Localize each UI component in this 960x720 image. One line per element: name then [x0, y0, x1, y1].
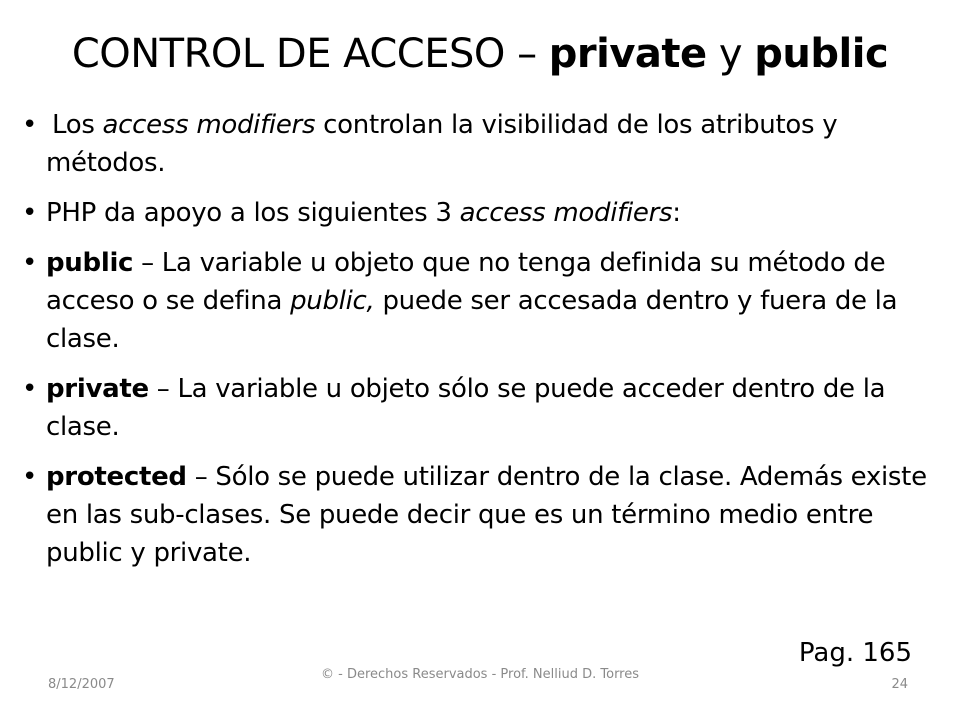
bullet-keyword: protected [46, 462, 187, 492]
title-text: CONTROL DE ACCESO – [71, 31, 549, 77]
footer-copyright: © - Derechos Reservados - Prof. Nelliud D. Torres [320, 667, 640, 682]
bullet-list [22, 106, 942, 584]
slide-number: 24 [891, 677, 908, 692]
bullet-text: Los [52, 110, 103, 140]
bullet-keyword: public [46, 248, 134, 278]
bullet-italic: public, [290, 286, 375, 316]
title-private: private [548, 31, 707, 77]
slide-title [0, 26, 960, 82]
footer-date: 8/12/2007 [48, 677, 115, 692]
title-public: public [754, 31, 889, 77]
bullet-private [22, 370, 942, 446]
bullet-text: – Sólo se puede utilizar dentro de la clase. Además existe en las sub-clases. Se puede decir que es un término medio entre public y private. [46, 462, 927, 568]
page-reference: Pag. 165 [798, 638, 912, 668]
bullet-text: – La variable u objeto sólo se puede acceder dentro de la clase. [46, 374, 886, 442]
title-connector: y [706, 31, 755, 77]
bullet-italic: access modifiers [102, 110, 316, 140]
bullet-text: puede ser accesada dentro y fuera de la clase. [46, 286, 898, 354]
bullet-text: – La variable u objeto que no tenga definida su método de acceso o se defina [46, 248, 886, 316]
bullet-protected [22, 458, 942, 572]
bullet-text: : [672, 198, 681, 228]
bullet-text: PHP da apoyo a los siguientes 3 [46, 198, 460, 228]
bullet-php-support [22, 194, 942, 232]
bullet-public [22, 244, 942, 358]
bullet-text: controlan la visibilidad de los atributos y métodos. [46, 110, 838, 178]
bullet-italic: access modifiers [459, 198, 673, 228]
bullet-keyword: private [46, 374, 149, 404]
bullet-access-modifiers [22, 106, 942, 182]
